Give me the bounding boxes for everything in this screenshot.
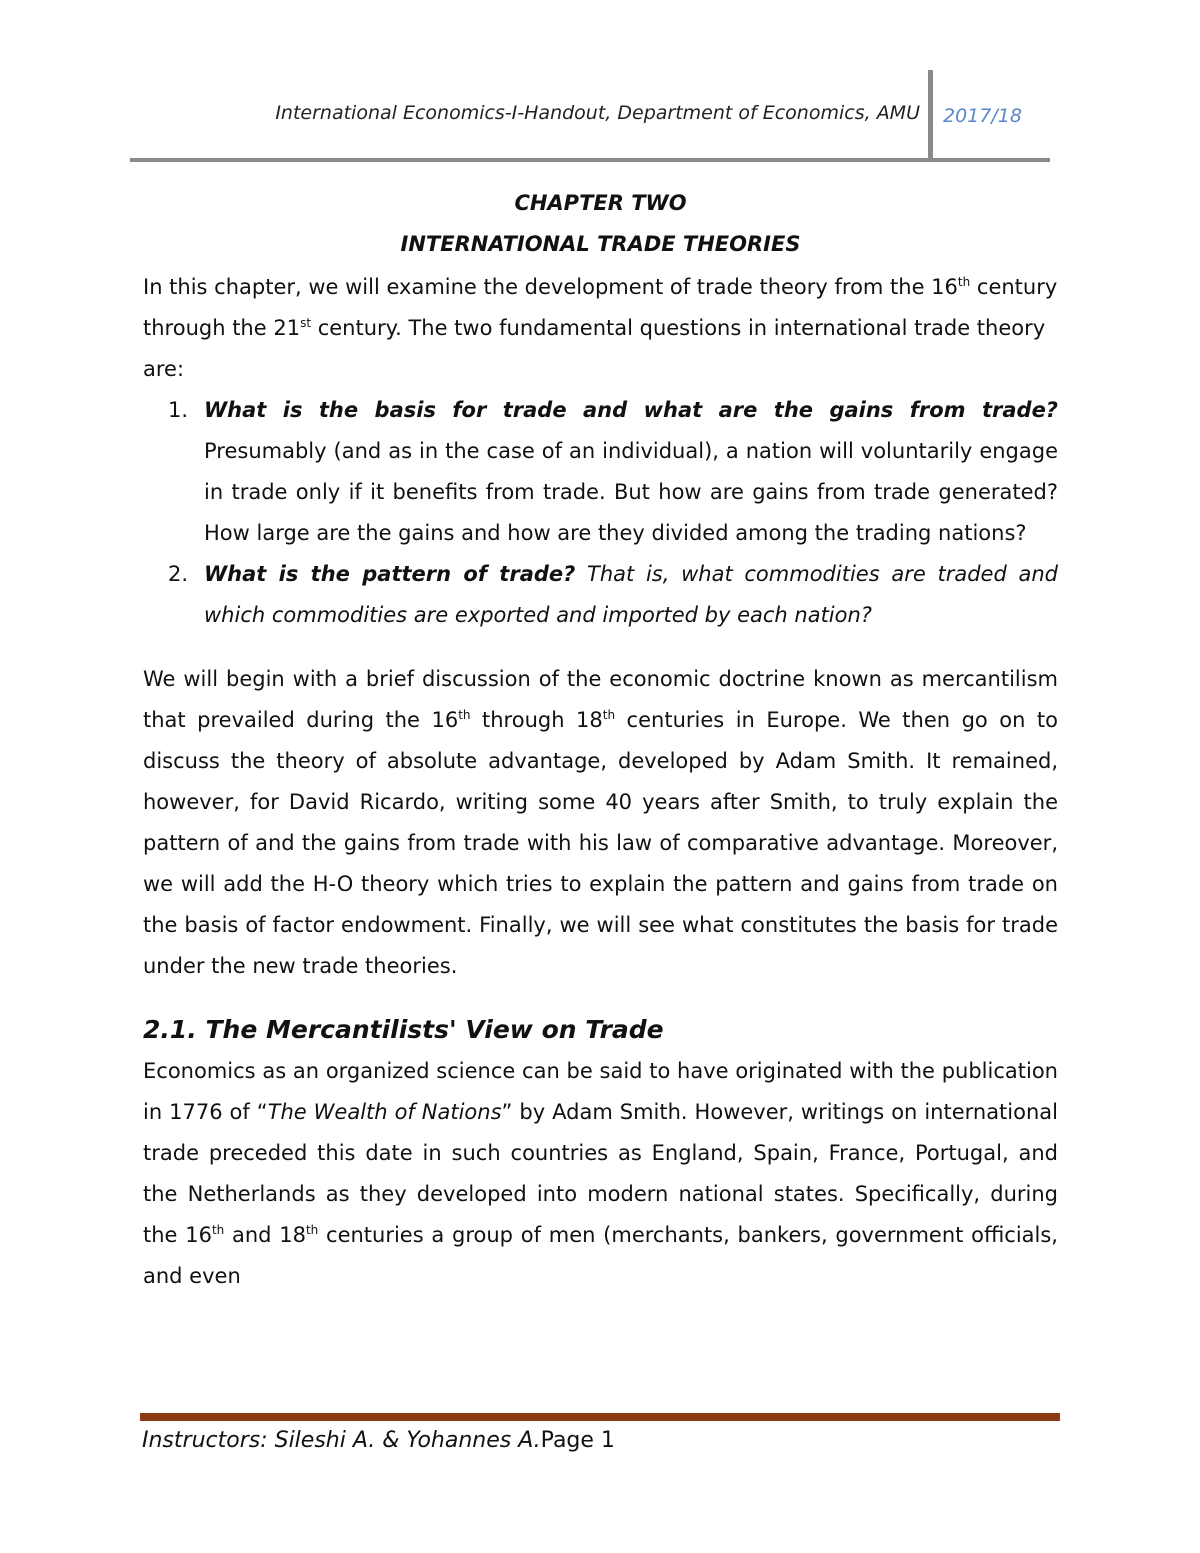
question-bold: What is the pattern of trade? [204, 562, 576, 586]
question-text: That is, what commodities are traded and which commodities are exported and imported by each nation? [204, 562, 1058, 627]
quote-close: ” [501, 1100, 513, 1124]
footer-rule [140, 1413, 1060, 1421]
header-vertical-rule [928, 70, 933, 162]
header-title: International Economics-I-Handout, Department of Economics, AMU [275, 102, 920, 124]
intro-text-1: In this chapter, we will examine the development of trade theory from the 16 [143, 275, 958, 299]
section-text-3: and 18 [224, 1223, 306, 1247]
page-body [143, 188, 1058, 1297]
questions-list [143, 390, 1058, 636]
section-sup-2: th [305, 1223, 319, 1237]
section-text-1: Economics as an organized science can be said to have originated with the publication in 1776 of [143, 1059, 1058, 1124]
overview-sup-1: th [458, 708, 471, 722]
intro-text-3: century. [311, 316, 409, 340]
intro-sup-1: th [957, 275, 971, 289]
list-number: 1. [168, 398, 189, 422]
intro-text-4: The two fundamental questions in international trade theory are: [143, 316, 1046, 381]
intro-sup-2: st [300, 316, 312, 330]
list-item [143, 554, 1058, 636]
overview-text-2: through 18 [470, 708, 603, 732]
header-rule [130, 158, 1050, 162]
section-text-4: centuries a group of men (merchants, bankers, government officials, and even [143, 1223, 1058, 1288]
intro-paragraph [143, 267, 1058, 390]
list-number: 2. [168, 562, 189, 586]
overview-sup-2: th [602, 708, 616, 722]
chapter-number: CHAPTER TWO [514, 191, 687, 215]
section-heading: 2.1. The Mercantilists' View on Trade [143, 1015, 664, 1044]
section-paragraph [143, 1051, 1058, 1297]
list-item [143, 390, 1058, 554]
book-title: The Wealth of Nations [267, 1100, 502, 1124]
overview-text-1: We will begin with a brief discussion of the economic doctrine known as mercantilism that prevailed during the 16 [143, 667, 1058, 732]
chapter-title: INTERNATIONAL TRADE THEORIES [400, 232, 801, 256]
footer [142, 1428, 615, 1453]
quote-open: “ [256, 1100, 268, 1124]
question-text: Presumably (and as in the case of an individual), a nation will voluntarily engage in trade only if it benefits from trade. But how are gains from trade generated? How large are the gains and how are they divided among the trading nations? [204, 439, 1058, 545]
footer-instructors: Instructors: Sileshi A. & Yohannes A. [142, 1428, 541, 1453]
section-text-2: by Adam Smith. However, writings on international trade preceded this date in such countries as England, Spain, France, Portugal, and the Netherlands as they developed into modern national states. Specifically, during the 16 [143, 1100, 1058, 1247]
overview-text-3: centuries in Europe. We then go on to discuss the theory of absolute advantage, developed by Adam Smith. It remained, however, for David Ricardo, writing some 40 years after Smith, to truly explain the pattern of and the gains from trade with his law of comparative advantage. Moreover, we will add the H-O theory which tries to explain the pattern and gains from trade on the basis of factor endowment. Finally, we will see what constitutes the basis for trade under the new trade theories. [143, 708, 1058, 978]
page-number: Page 1 [540, 1428, 615, 1453]
overview-paragraph [143, 659, 1058, 987]
question-bold: What is the basis for trade and what are the gains from trade? [204, 398, 1058, 422]
header-year: 2017/18 [943, 105, 1022, 127]
section-sup-1: th [211, 1223, 225, 1237]
intro-text-2: century through the 21 [143, 275, 1058, 340]
